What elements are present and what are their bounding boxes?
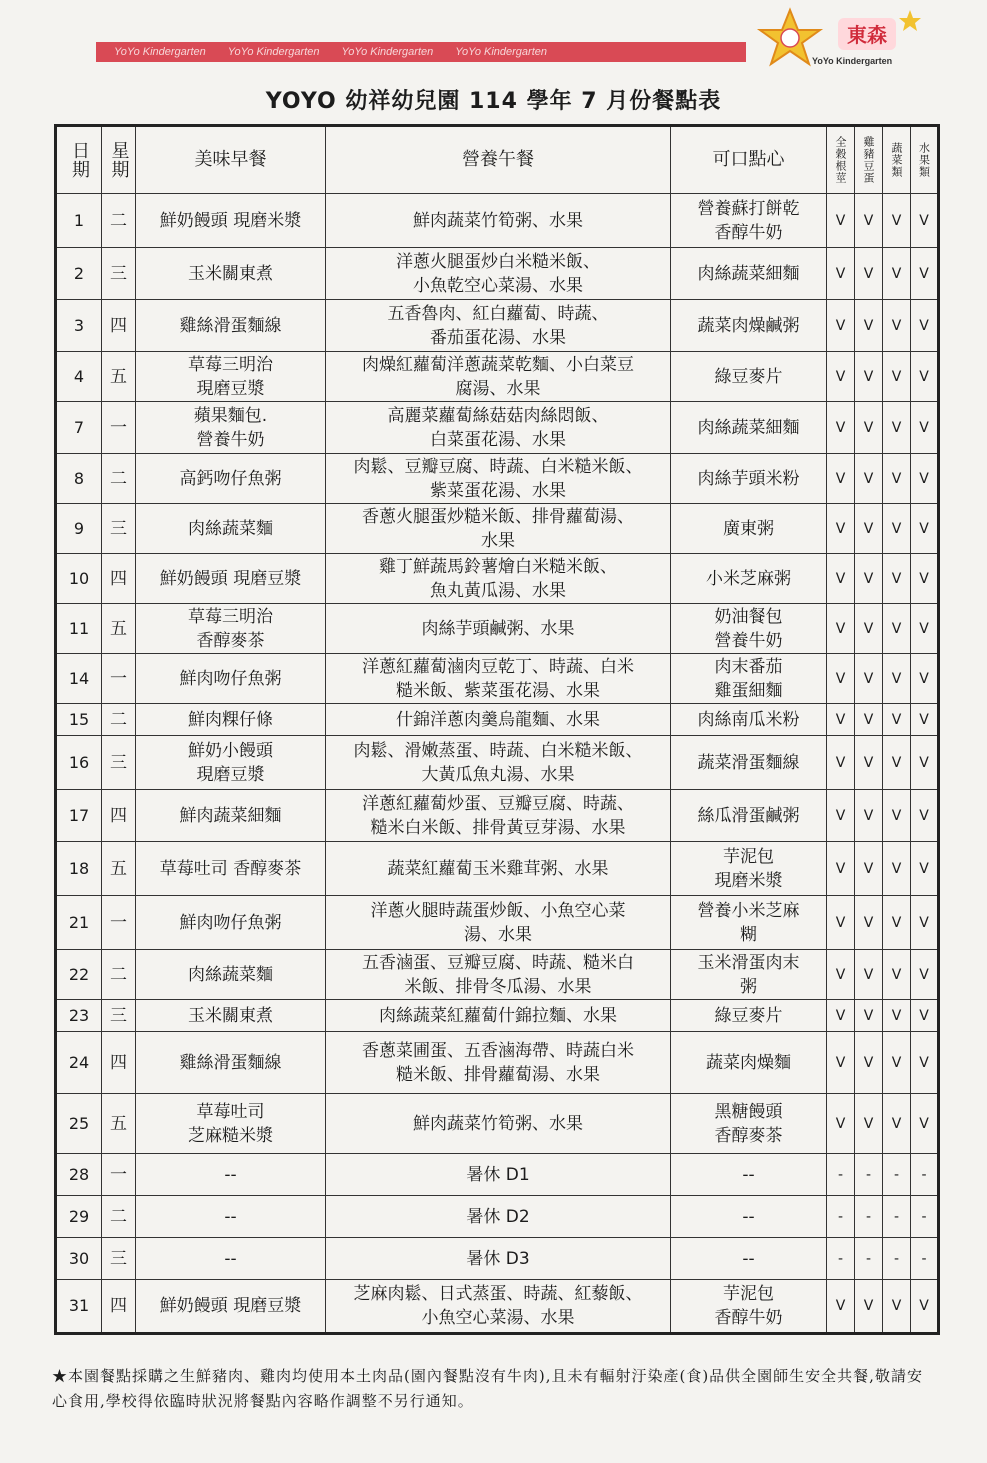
cell-food-group-check: V xyxy=(883,248,911,300)
cell-food-group-check: V xyxy=(883,504,911,554)
header-snack: 可口點心 xyxy=(671,126,827,194)
cell-food-group-check: V xyxy=(911,248,939,300)
cell-food-group-check: - xyxy=(883,1154,911,1196)
cell-food-group-check: V xyxy=(827,504,855,554)
table-row xyxy=(56,554,939,604)
table-row xyxy=(56,896,939,950)
cell-weekday: 三 xyxy=(102,1238,136,1280)
cell-lunch: 鮮肉蔬菜竹筍粥、水果 xyxy=(326,1094,671,1154)
cell-breakfast: 肉絲蔬菜麵 xyxy=(136,950,326,1000)
cell-breakfast: 草莓吐司 香醇麥茶 xyxy=(136,842,326,896)
cell-food-group-check: V xyxy=(883,352,911,402)
cell-food-group-check: V xyxy=(911,454,939,504)
cell-food-group-check: V xyxy=(883,704,911,736)
table-row xyxy=(56,736,939,790)
cell-food-group-check: V xyxy=(827,1280,855,1334)
cell-weekday: 五 xyxy=(102,842,136,896)
cell-lunch: 洋蔥紅蘿蔔炒蛋、豆瓣豆腐、時蔬、 糙米白米飯、排骨黃豆芽湯、水果 xyxy=(326,790,671,842)
cell-snack: 營養蘇打餅乾 香醇牛奶 xyxy=(671,194,827,248)
cell-food-group-check: V xyxy=(855,454,883,504)
cell-weekday: 五 xyxy=(102,604,136,654)
cell-snack: -- xyxy=(671,1196,827,1238)
cell-lunch: 肉鬆、豆瓣豆腐、時蔬、白米糙米飯、 紫菜蛋花湯、水果 xyxy=(326,454,671,504)
cell-breakfast: -- xyxy=(136,1238,326,1280)
table-row xyxy=(56,842,939,896)
cell-food-group-check: V xyxy=(855,842,883,896)
cell-snack: 肉絲芋頭米粉 xyxy=(671,454,827,504)
cell-date: 18 xyxy=(56,842,102,896)
cell-snack: 黑糖饅頭 香醇麥茶 xyxy=(671,1094,827,1154)
cell-lunch: 暑休 D1 xyxy=(326,1154,671,1196)
cell-food-group-check: V xyxy=(855,704,883,736)
small-star-icon xyxy=(899,10,921,31)
cell-food-group-check: V xyxy=(855,1032,883,1094)
cell-breakfast: 蘋果麵包. 營養牛奶 xyxy=(136,402,326,454)
cell-food-group-check: V xyxy=(883,194,911,248)
cell-snack: 綠豆麥片 xyxy=(671,352,827,402)
cell-snack: 肉絲南瓜米粉 xyxy=(671,704,827,736)
cell-food-group-check: V xyxy=(911,1000,939,1032)
cell-food-group-check: V xyxy=(827,654,855,704)
cell-food-group-check: V xyxy=(883,950,911,1000)
cell-food-group-check: V xyxy=(855,654,883,704)
cell-breakfast: 鮮奶饅頭 現磨豆漿 xyxy=(136,1280,326,1334)
cell-food-group-check: V xyxy=(855,950,883,1000)
cell-lunch: 肉絲蔬菜紅蘿蔔什錦拉麵、水果 xyxy=(326,1000,671,1032)
cell-snack: 廣東粥 xyxy=(671,504,827,554)
cell-breakfast: 草莓吐司 芝麻糙米漿 xyxy=(136,1094,326,1154)
cell-lunch: 香蔥火腿蛋炒糙米飯、排骨蘿蔔湯、 水果 xyxy=(326,504,671,554)
cell-weekday: 四 xyxy=(102,790,136,842)
cell-breakfast: 鮮肉吻仔魚粥 xyxy=(136,896,326,950)
cell-food-group-check: V xyxy=(855,736,883,790)
cell-lunch: 肉絲芋頭鹹粥、水果 xyxy=(326,604,671,654)
cell-breakfast: 鮮肉蔬菜細麵 xyxy=(136,790,326,842)
cell-weekday: 一 xyxy=(102,1154,136,1196)
cell-weekday: 四 xyxy=(102,554,136,604)
cell-date: 16 xyxy=(56,736,102,790)
cell-weekday: 二 xyxy=(102,1196,136,1238)
cell-date: 17 xyxy=(56,790,102,842)
table-row xyxy=(56,454,939,504)
cell-breakfast: 雞絲滑蛋麵線 xyxy=(136,300,326,352)
cell-date: 24 xyxy=(56,1032,102,1094)
cell-food-group-check: V xyxy=(855,1000,883,1032)
cell-lunch: 五香滷蛋、豆瓣豆腐、時蔬、糙米白 米飯、排骨冬瓜湯、水果 xyxy=(326,950,671,1000)
cell-food-group-check: V xyxy=(911,554,939,604)
header-vegetables: 蔬菜類 xyxy=(883,126,911,194)
cell-date: 8 xyxy=(56,454,102,504)
cell-food-group-check: V xyxy=(855,1094,883,1154)
cell-snack: 肉絲蔬菜細麵 xyxy=(671,402,827,454)
table-row xyxy=(56,300,939,352)
cell-food-group-check: V xyxy=(827,896,855,950)
cell-food-group-check: - xyxy=(827,1196,855,1238)
cell-food-group-check: V xyxy=(827,1094,855,1154)
cell-food-group-check: V xyxy=(883,1094,911,1154)
cell-food-group-check: V xyxy=(911,736,939,790)
cell-breakfast: 高鈣吻仔魚粥 xyxy=(136,454,326,504)
cell-food-group-check: V xyxy=(883,896,911,950)
table-row xyxy=(56,1196,939,1238)
cell-weekday: 四 xyxy=(102,1032,136,1094)
cell-food-group-check: V xyxy=(855,300,883,352)
cell-food-group-check: V xyxy=(883,654,911,704)
header-breakfast: 美味早餐 xyxy=(136,126,326,194)
cell-food-group-check: V xyxy=(855,554,883,604)
cell-weekday: 三 xyxy=(102,1000,136,1032)
cell-weekday: 一 xyxy=(102,402,136,454)
cell-food-group-check: - xyxy=(911,1154,939,1196)
cell-weekday: 二 xyxy=(102,704,136,736)
cell-food-group-check: V xyxy=(827,194,855,248)
table-header-row xyxy=(56,126,939,194)
cell-lunch: 蔬菜紅蘿蔔玉米雞茸粥、水果 xyxy=(326,842,671,896)
table-row xyxy=(56,1154,939,1196)
cell-date: 15 xyxy=(56,704,102,736)
cell-date: 22 xyxy=(56,950,102,1000)
cell-lunch: 高麗菜蘿蔔絲菇菇肉絲悶飯、 白菜蛋花湯、水果 xyxy=(326,402,671,454)
table-row xyxy=(56,248,939,300)
header-date: 日期 xyxy=(56,126,102,194)
cell-snack: 綠豆麥片 xyxy=(671,1000,827,1032)
cell-food-group-check: V xyxy=(911,1280,939,1334)
cell-food-group-check: V xyxy=(827,352,855,402)
cell-food-group-check: - xyxy=(911,1238,939,1280)
cell-date: 1 xyxy=(56,194,102,248)
banner-text: YoYo Kindergarten xyxy=(455,46,547,58)
banner-text: YoYo Kindergarten xyxy=(341,46,434,58)
cell-snack: 小米芝麻粥 xyxy=(671,554,827,604)
cell-lunch: 暑休 D3 xyxy=(326,1238,671,1280)
cell-lunch: 五香魯肉、紅白蘿蔔、時蔬、 番茄蛋花湯、水果 xyxy=(326,300,671,352)
cell-food-group-check: V xyxy=(827,300,855,352)
cell-food-group-check: V xyxy=(883,454,911,504)
cell-food-group-check: V xyxy=(911,842,939,896)
cell-food-group-check: V xyxy=(911,1094,939,1154)
cell-food-group-check: V xyxy=(883,736,911,790)
cell-lunch: 洋蔥火腿時蔬蛋炒飯、小魚空心菜 湯、水果 xyxy=(326,896,671,950)
cell-breakfast: 玉米關東煮 xyxy=(136,248,326,300)
footnote: ★本園餐點採購之生鮮豬肉、雞肉均使用本土肉品(園內餐點沒有牛肉),且未有輻射汙染產(食)品供全園師生安全共餐,敬請安心食用,學校得依臨時狀況將餐點內容略作調整不另行通知。 xyxy=(52,1367,923,1410)
cell-lunch: 肉燥紅蘿蔔洋蔥蔬菜乾麵、小白菜豆 腐湯、水果 xyxy=(326,352,671,402)
header-protein: 雞豬豆蛋 xyxy=(855,126,883,194)
table-row xyxy=(56,1280,939,1334)
cell-food-group-check: - xyxy=(911,1196,939,1238)
cell-food-group-check: V xyxy=(883,554,911,604)
cell-food-group-check: V xyxy=(911,300,939,352)
table-row xyxy=(56,194,939,248)
cell-food-group-check: V xyxy=(911,352,939,402)
cell-date: 21 xyxy=(56,896,102,950)
cell-snack: 蔬菜肉燥麵 xyxy=(671,1032,827,1094)
cell-food-group-check: - xyxy=(855,1238,883,1280)
cell-weekday: 三 xyxy=(102,504,136,554)
cell-food-group-check: V xyxy=(883,1280,911,1334)
cell-weekday: 三 xyxy=(102,736,136,790)
cell-date: 9 xyxy=(56,504,102,554)
kindergarten-banner xyxy=(96,42,746,62)
cell-food-group-check: - xyxy=(883,1238,911,1280)
table-row xyxy=(56,1032,939,1094)
table-row xyxy=(56,604,939,654)
cell-lunch: 洋蔥火腿蛋炒白米糙米飯、 小魚乾空心菜湯、水果 xyxy=(326,248,671,300)
cell-snack: 芋泥包 香醇牛奶 xyxy=(671,1280,827,1334)
cell-food-group-check: V xyxy=(855,402,883,454)
cell-breakfast: 草莓三明治 現磨豆漿 xyxy=(136,352,326,402)
cell-weekday: 四 xyxy=(102,300,136,352)
cell-food-group-check: V xyxy=(855,1280,883,1334)
logo-face-icon xyxy=(781,29,799,47)
cell-weekday: 二 xyxy=(102,194,136,248)
cell-snack: -- xyxy=(671,1154,827,1196)
cell-food-group-check: V xyxy=(911,604,939,654)
cell-food-group-check: V xyxy=(855,896,883,950)
cell-breakfast: 鮮肉吻仔魚粥 xyxy=(136,654,326,704)
cell-food-group-check: V xyxy=(911,504,939,554)
banner-text: YoYo Kindergarten xyxy=(227,46,320,58)
cell-snack: 肉絲蔬菜細麵 xyxy=(671,248,827,300)
cell-date: 23 xyxy=(56,1000,102,1032)
cell-food-group-check: V xyxy=(855,790,883,842)
page-title: YOYO 幼祥幼兒園 114 學年 7 月份餐點表 xyxy=(265,89,722,114)
cell-lunch: 洋蔥紅蘿蔔滷肉豆乾丁、時蔬、白米 糙米飯、紫菜蛋花湯、水果 xyxy=(326,654,671,704)
cell-food-group-check: V xyxy=(855,504,883,554)
cell-snack: 奶油餐包 營養牛奶 xyxy=(671,604,827,654)
cell-date: 2 xyxy=(56,248,102,300)
table-row xyxy=(56,950,939,1000)
cell-breakfast: 玉米關東煮 xyxy=(136,1000,326,1032)
cell-snack: 芋泥包 現磨米漿 xyxy=(671,842,827,896)
cell-breakfast: 草莓三明治 香醇麥茶 xyxy=(136,604,326,654)
table-row xyxy=(56,1238,939,1280)
cell-food-group-check: V xyxy=(827,704,855,736)
table-row xyxy=(56,402,939,454)
cell-food-group-check: V xyxy=(827,248,855,300)
header-grains: 全穀根莖 xyxy=(827,126,855,194)
cell-snack: 營養小米芝麻 糊 xyxy=(671,896,827,950)
cell-food-group-check: - xyxy=(883,1196,911,1238)
cell-food-group-check: V xyxy=(855,604,883,654)
header-weekday: 星期 xyxy=(102,126,136,194)
cell-food-group-check: V xyxy=(827,454,855,504)
cell-food-group-check: V xyxy=(911,790,939,842)
cell-food-group-check: V xyxy=(855,194,883,248)
cell-snack: -- xyxy=(671,1238,827,1280)
cell-snack: 蔬菜滑蛋麵線 xyxy=(671,736,827,790)
cell-food-group-check: V xyxy=(827,1032,855,1094)
cell-food-group-check: V xyxy=(883,604,911,654)
cell-food-group-check: V xyxy=(827,736,855,790)
cell-breakfast: 鮮肉粿仔條 xyxy=(136,704,326,736)
cell-lunch: 肉鬆、滑嫩蒸蛋、時蔬、白米糙米飯、 大黃瓜魚丸湯、水果 xyxy=(326,736,671,790)
cell-weekday: 二 xyxy=(102,454,136,504)
table-row xyxy=(56,1094,939,1154)
cell-date: 14 xyxy=(56,654,102,704)
cell-food-group-check: V xyxy=(827,554,855,604)
cell-weekday: 五 xyxy=(102,352,136,402)
cell-lunch: 香蔥菜圃蛋、五香滷海帶、時蔬白米 糙米飯、排骨蘿蔔湯、水果 xyxy=(326,1032,671,1094)
cell-food-group-check: - xyxy=(827,1154,855,1196)
cell-food-group-check: - xyxy=(855,1196,883,1238)
cell-date: 11 xyxy=(56,604,102,654)
cell-breakfast: 鮮奶小饅頭 現磨豆漿 xyxy=(136,736,326,790)
cell-food-group-check: V xyxy=(883,1000,911,1032)
cell-weekday: 二 xyxy=(102,950,136,1000)
cell-food-group-check: V xyxy=(883,300,911,352)
cell-food-group-check: - xyxy=(827,1238,855,1280)
cell-food-group-check: - xyxy=(855,1154,883,1196)
cell-snack: 絲瓜滑蛋鹹粥 xyxy=(671,790,827,842)
cell-date: 10 xyxy=(56,554,102,604)
cell-food-group-check: V xyxy=(883,790,911,842)
table-row xyxy=(56,654,939,704)
cell-lunch: 芝麻肉鬆、日式蒸蛋、時蔬、紅藜飯、 小魚空心菜湯、水果 xyxy=(326,1280,671,1334)
table-row xyxy=(56,704,939,736)
cell-food-group-check: V xyxy=(883,402,911,454)
cell-food-group-check: V xyxy=(911,194,939,248)
cell-breakfast: 鮮奶饅頭 現磨米漿 xyxy=(136,194,326,248)
cell-date: 3 xyxy=(56,300,102,352)
logo-subtitle: YoYo Kindergarten xyxy=(812,56,893,66)
cell-food-group-check: V xyxy=(911,896,939,950)
cell-date: 31 xyxy=(56,1280,102,1334)
cell-date: 28 xyxy=(56,1154,102,1196)
cell-food-group-check: V xyxy=(911,704,939,736)
cell-food-group-check: V xyxy=(827,402,855,454)
cell-breakfast: 雞絲滑蛋麵線 xyxy=(136,1032,326,1094)
table-row xyxy=(56,352,939,402)
cell-weekday: 一 xyxy=(102,654,136,704)
cell-breakfast: 鮮奶饅頭 現磨豆漿 xyxy=(136,554,326,604)
table-row xyxy=(56,790,939,842)
cell-snack: 肉末番茄 雞蛋細麵 xyxy=(671,654,827,704)
cell-breakfast: 肉絲蔬菜麵 xyxy=(136,504,326,554)
cell-date: 4 xyxy=(56,352,102,402)
cell-lunch: 鮮肉蔬菜竹筍粥、水果 xyxy=(326,194,671,248)
cell-lunch: 什錦洋蔥肉羹烏龍麵、水果 xyxy=(326,704,671,736)
cell-food-group-check: V xyxy=(855,352,883,402)
cell-date: 30 xyxy=(56,1238,102,1280)
cell-food-group-check: V xyxy=(911,1032,939,1094)
header-lunch: 營養午餐 xyxy=(326,126,671,194)
cell-weekday: 五 xyxy=(102,1094,136,1154)
cell-breakfast: -- xyxy=(136,1154,326,1196)
cell-food-group-check: V xyxy=(827,790,855,842)
cell-food-group-check: V xyxy=(911,654,939,704)
banner-text: YoYo Kindergarten xyxy=(114,46,206,58)
cell-food-group-check: V xyxy=(883,1032,911,1094)
table-row xyxy=(56,1000,939,1032)
cell-weekday: 一 xyxy=(102,896,136,950)
header-fruit: 水果類 xyxy=(911,126,939,194)
cell-snack: 玉米滑蛋肉末 粥 xyxy=(671,950,827,1000)
cell-food-group-check: V xyxy=(911,402,939,454)
cell-date: 7 xyxy=(56,402,102,454)
cell-date: 25 xyxy=(56,1094,102,1154)
meal-schedule-table xyxy=(54,124,940,1335)
cell-weekday: 三 xyxy=(102,248,136,300)
cell-breakfast: -- xyxy=(136,1196,326,1238)
cell-lunch: 雞丁鮮蔬馬鈴薯燴白米糙米飯、 魚丸黃瓜湯、水果 xyxy=(326,554,671,604)
cell-food-group-check: V xyxy=(883,842,911,896)
cell-food-group-check: V xyxy=(911,950,939,1000)
cell-food-group-check: V xyxy=(827,604,855,654)
cell-date: 29 xyxy=(56,1196,102,1238)
cell-food-group-check: V xyxy=(827,842,855,896)
cell-weekday: 四 xyxy=(102,1280,136,1334)
cell-lunch: 暑休 D2 xyxy=(326,1196,671,1238)
table-row xyxy=(56,504,939,554)
cell-snack: 蔬菜肉燥鹹粥 xyxy=(671,300,827,352)
cell-food-group-check: V xyxy=(827,1000,855,1032)
logo-name: 東森 xyxy=(847,23,887,47)
cell-food-group-check: V xyxy=(827,950,855,1000)
cell-food-group-check: V xyxy=(855,248,883,300)
